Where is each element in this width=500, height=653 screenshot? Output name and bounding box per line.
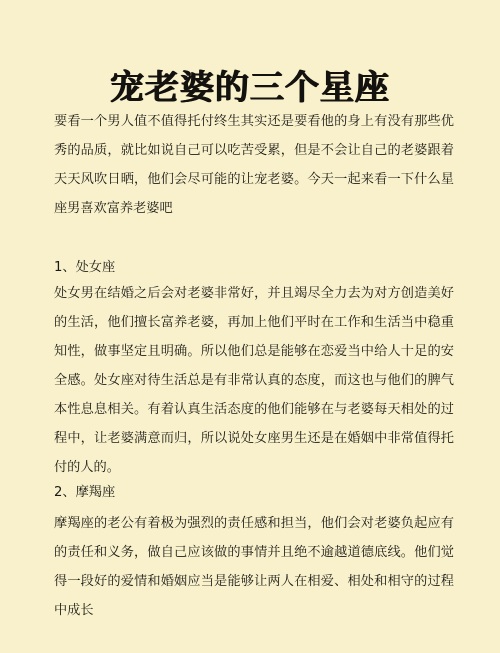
section-body-capricorn: 摩羯座的老公有着极为强烈的责任感和担当，他们会对老婆负起应有的责任和义务，做自己应该做的事情并且绝不逾越道德底线。他们觉得一段好的爱情和婚姻应当是能够让两人在相爱、相处和相守的过程中成长 — [54, 516, 454, 618]
section-heading-virgo: 1、处女座 — [54, 260, 116, 275]
section-body-virgo: 处女男在结婚之后会对老婆非常好，并且竭尽全力去为对方创造美好的生活，他们擅长富养老婆，再加上他们平时在工作和生活当中稳重知性，做事坚定且明确。所以他们总是能够在恋爱当中给人十足的安全感。处女座对待生活总是有非常认真的态度，而这也与他们的脾气本性息息相关。有着认真生活态度的他们能够在与老婆每天相处的过程中，让老婆满意而归，所以说处女座男生还是在婚姻中非常值得托付的人的。 — [54, 286, 454, 475]
article-title: 宠老婆的三个星座 — [110, 68, 390, 108]
intro-paragraph: 要看一个男人值不值得托付终生其实还是要看他的身上有没有那些优秀的品质，就比如说自己可以吃苦受累，但是不会让自己的老婆跟着天天风吹日晒，他们会尽可能的让宠老婆。今天一起来看一下什么星座男喜欢富养老婆吧 — [54, 114, 454, 216]
section-heading-capricorn: 2、摩羯座 — [54, 485, 116, 500]
